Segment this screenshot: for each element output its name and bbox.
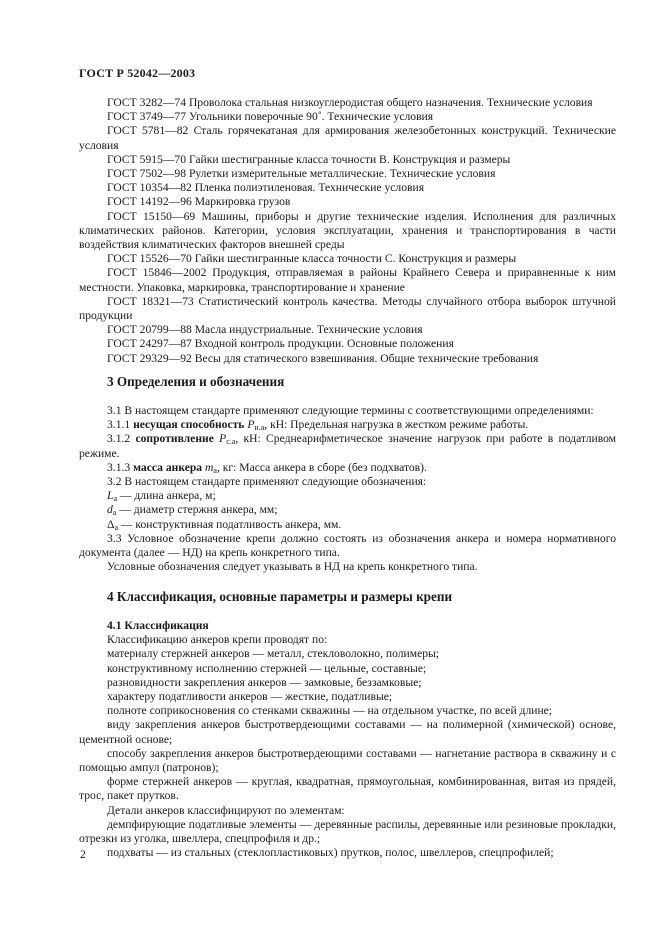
reference-title: Масла индустриальные. Технические условия — [194, 323, 423, 337]
clause-3-1-1 — [79, 418, 616, 432]
reference-item — [79, 96, 616, 110]
section-4-heading: 4 Классификация, основные параметры и размеры крепи — [107, 589, 453, 604]
symbol: P — [219, 432, 227, 446]
term-definition: , кН: Предельная нагрузка в жестком режиме работы. — [264, 418, 529, 432]
classification-line: характеру податливости анкеров — жесткие, податливые; — [107, 690, 393, 704]
term: сопротивление — [135, 432, 214, 446]
symbol: Δ — [107, 517, 115, 531]
classification-line: полноте соприкосновения со стенками скважины — на отдельном участке, по всей длине; — [107, 704, 553, 718]
notation-item — [79, 503, 616, 517]
clause-number: 3.1.2 — [107, 432, 131, 446]
classification-line: демпфирующие податливые элементы — деревянные распилы, деревянные или резиновые прокладки, отрезки из уголка, швеллера, спецпрофиля и др.; — [79, 817, 616, 846]
classification-line: конструктивному исполнению стержней — цельные, составные; — [107, 661, 427, 675]
symbol-subscript: а — [112, 508, 117, 518]
reference-code: ГОСТ 18321—73 — [107, 294, 194, 308]
reference-title: Сталь горячекатаная для армирования железобетонных конструкций. Технические условия — [79, 124, 616, 152]
classification-line: Детали анкеров классифицируют по элементам: — [107, 803, 345, 817]
reference-title: Гайки шестигранные класса точности С. Конструкция и размеры — [194, 252, 517, 266]
symbol-subscript: н.а — [254, 423, 265, 433]
symbol: P — [247, 418, 255, 432]
reference-item — [79, 153, 616, 167]
reference-title: Машины, приборы и другие технические изделия. Исполнения для различных климатических районов. Категории, условия эксплуатации, хранения и транспортирования в части воздействия климатических факторов внешней среды — [79, 209, 616, 252]
symbol-subscript: а — [114, 522, 119, 532]
reference-code: ГОСТ 24297—87 — [107, 337, 192, 351]
classification-line: способу закрепления анкеров быстротвердеющими составами — нагнетание раствора в скважину и с помощью ампул (патронов); — [79, 746, 616, 775]
reference-item — [79, 124, 616, 152]
term-definition: , кН: Среднеарифметическое значение нагрузок при работе в податливом режиме. — [79, 432, 616, 460]
reference-title: Входной контроль продукции. Основные положения — [194, 337, 454, 351]
normative-references-list — [79, 96, 616, 366]
reference-code: ГОСТ 5915—70 — [107, 152, 187, 166]
reference-item — [79, 352, 616, 366]
reference-code: ГОСТ 14192—96 — [107, 195, 192, 209]
reference-item — [79, 210, 616, 253]
reference-title: Статистический контроль качества. Методы случайного отбора выборок штучной продукции — [79, 294, 616, 323]
classification-line: Классификацию анкеров крепи проводят по: — [107, 633, 328, 647]
reference-code: ГОСТ 15150—69 — [107, 209, 196, 223]
reference-title: Проволока стальная низкоуглеродистая общего назначения. Технические условия — [188, 96, 593, 109]
classification-line: форме стержней анкеров — круглая, квадратная, прямоугольная, комбинированная, витая из прядей, трос, пакет прутков. — [79, 775, 616, 803]
reference-item — [79, 181, 616, 195]
classification-line: материалу стержней анкеров — металл, стекловолокно, полимеры; — [107, 647, 440, 661]
notation-item — [79, 489, 616, 503]
clause-3-3: 3.3 Условное обозначение крепи должно состоять из обозначения анкера и номера нормативного документа (далее — НД) на крепь конкретного типа. — [79, 531, 616, 560]
reference-title: Рулетки измерительные металлические. Технические условия — [188, 167, 496, 181]
reference-item — [79, 110, 616, 124]
reference-item — [79, 252, 616, 266]
symbol-subscript: а — [213, 465, 217, 475]
reference-item — [79, 295, 616, 323]
subsection-4-1-heading: 4.1 Классификация — [107, 619, 209, 632]
clause-number: 3.1.1 — [107, 418, 131, 432]
reference-title: Весы для статического взвешивания. Общие технические требования — [194, 351, 539, 365]
clause-3-3-note: Условные обозначения следует указывать в НД на крепь конкретного типа. — [107, 560, 478, 574]
reference-title: Продукция, отправляемая в районы Крайнего Севера и приравненные к ним местности. Упаковка, маркировка, транспортирование и хранение — [79, 266, 616, 294]
symbol: L — [107, 489, 114, 503]
reference-code: ГОСТ 10354—82 — [107, 181, 192, 195]
reference-code: ГОСТ 15526—70 — [107, 252, 192, 266]
notation-definition: — длина анкера, м; — [117, 489, 216, 503]
classification-line: подхваты — из стальных (стеклопластиковых) прутков, полос, швеллеров, спецпрофилей; — [107, 846, 554, 860]
symbol-subscript: а — [113, 494, 118, 504]
reference-item — [79, 167, 616, 181]
term: несущая способность — [133, 418, 245, 432]
reference-code: ГОСТ 29329—92 — [107, 351, 192, 365]
symbol: d — [107, 503, 113, 517]
page-number: 2 — [80, 848, 86, 861]
section-4-body — [79, 619, 616, 860]
clause-3-1-2 — [79, 432, 616, 460]
clause-3-1: 3.1 В настоящем стандарте применяют следующие термины с соответствующими определениями: — [107, 404, 594, 417]
reference-code: ГОСТ 5781—82 — [107, 124, 189, 138]
reference-code: ГОСТ 3749—77 — [107, 110, 187, 124]
term-definition: , кг: Масса анкера в сборе (без подхватов). — [216, 460, 427, 474]
clause-3-1-3 — [79, 461, 616, 475]
reference-code: ГОСТ 7502—98 — [107, 167, 187, 181]
reference-code: ГОСТ 15846—2002 — [107, 266, 207, 280]
symbol: m — [205, 460, 214, 474]
symbol-subscript: с.а — [226, 437, 236, 447]
reference-item — [79, 195, 616, 209]
term: масса анкера — [133, 460, 203, 474]
document-code-header: ГОСТ Р 52042—2003 — [79, 66, 196, 80]
clause-number: 3.1.3 — [107, 460, 131, 474]
reference-title: Пленка полиэтиленовая. Технические условия — [194, 181, 425, 195]
reference-item — [79, 323, 616, 337]
reference-code: ГОСТ 20799—88 — [107, 323, 192, 337]
reference-code: ГОСТ 3282—74 — [107, 96, 187, 109]
reference-item — [79, 266, 616, 294]
notation-definition: — конструктивная податливость анкера, мм. — [118, 517, 342, 531]
classification-line: разновидности закрепления анкеров — замковые, беззамковые; — [107, 675, 422, 689]
section-3-heading: 3 Определения и обозначения — [107, 374, 285, 389]
clause-3-2: 3.2 В настоящем стандарте применяют следующие обозначения: — [107, 475, 427, 489]
notation-definition: — диаметр стержня анкера, мм; — [116, 503, 278, 517]
section-3-body — [79, 404, 616, 574]
reference-title: Угольники поверочные 90˚. Технические условия — [188, 110, 434, 124]
reference-item — [79, 337, 616, 351]
classification-line: виду закрепления анкеров быстротвердеющими составами — на полимерной (химической) основе, цементной основе; — [79, 718, 616, 746]
reference-title: Гайки шестигранные класса точности В. Конструкция и размеры — [188, 152, 511, 166]
notation-item — [79, 518, 616, 532]
reference-title: Маркировка грузов — [194, 195, 291, 209]
